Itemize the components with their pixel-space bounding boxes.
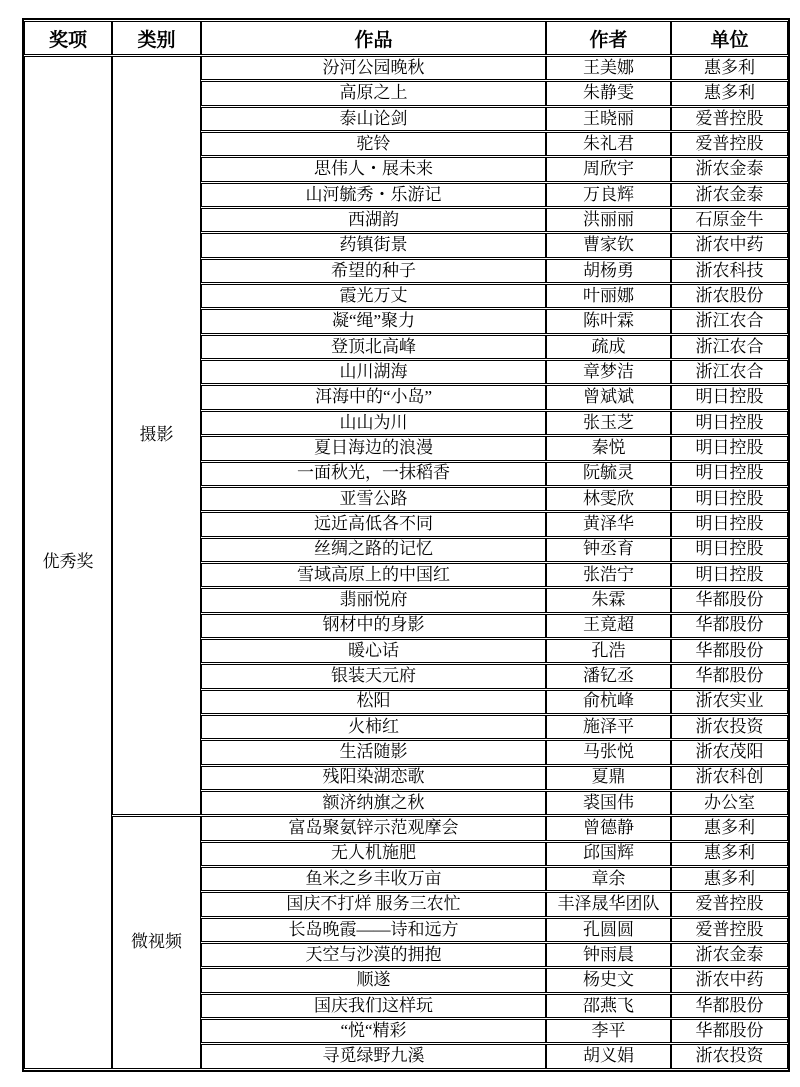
author-cell: 章余 (546, 867, 671, 891)
unit-cell: 浙农科技 (671, 259, 788, 283)
author-cell: 叶丽娜 (546, 284, 671, 308)
author-cell: 黄泽华 (546, 512, 671, 536)
author-cell: 秦悦 (546, 436, 671, 460)
header-row (24, 21, 788, 55)
work-cell: 无人机施肥 (201, 842, 546, 866)
table-row (24, 56, 788, 80)
unit-cell: 浙农中药 (671, 968, 788, 992)
table-row (24, 816, 788, 840)
awards-table-header (24, 21, 788, 55)
column-header-unit: 单位 (671, 21, 788, 55)
column-header-category: 类别 (112, 21, 201, 55)
author-cell: 曹家钦 (546, 233, 671, 257)
awards-table (22, 18, 790, 1072)
author-cell: 孔浩 (546, 639, 671, 663)
unit-cell: 浙农茂阳 (671, 740, 788, 764)
author-cell: 胡杨勇 (546, 259, 671, 283)
unit-cell: 浙江农合 (671, 360, 788, 384)
awards-table-body (24, 56, 788, 1069)
author-cell: 曾斌斌 (546, 385, 671, 409)
unit-cell: 华都股份 (671, 588, 788, 612)
unit-cell: 惠多利 (671, 56, 788, 80)
unit-cell: 惠多利 (671, 81, 788, 105)
work-cell: 额济纳旗之秋 (201, 791, 546, 815)
unit-cell: 明日控股 (671, 462, 788, 486)
award-cell: 优秀奖 (24, 56, 112, 1069)
author-cell: 李平 (546, 1019, 671, 1043)
unit-cell: 明日控股 (671, 512, 788, 536)
author-cell: 林雯欣 (546, 487, 671, 511)
author-cell: 马张悦 (546, 740, 671, 764)
author-cell: 裘国伟 (546, 791, 671, 815)
unit-cell: 爱普控股 (671, 918, 788, 942)
unit-cell: 华都股份 (671, 1019, 788, 1043)
work-cell: 顺遂 (201, 968, 546, 992)
unit-cell: 办公室 (671, 791, 788, 815)
unit-cell: 惠多利 (671, 867, 788, 891)
work-cell: 雪域高原上的中国红 (201, 563, 546, 587)
column-header-award: 奖项 (24, 21, 112, 55)
author-cell: 洪丽丽 (546, 208, 671, 232)
unit-cell: 爱普控股 (671, 892, 788, 916)
work-cell: 药镇街景 (201, 233, 546, 257)
unit-cell: 浙农金泰 (671, 183, 788, 207)
author-cell: 朱静雯 (546, 81, 671, 105)
author-cell: 邵燕飞 (546, 994, 671, 1018)
work-cell: 亚雪公路 (201, 487, 546, 511)
author-cell: 张玉芝 (546, 411, 671, 435)
work-cell: 丝绸之路的记忆 (201, 538, 546, 562)
author-cell: 阮毓灵 (546, 462, 671, 486)
work-cell: 暖心话 (201, 639, 546, 663)
unit-cell: 明日控股 (671, 538, 788, 562)
unit-cell: 浙江农合 (671, 309, 788, 333)
work-cell: 国庆不打烊 服务三农忙 (201, 892, 546, 916)
work-cell: 残阳染湖恋歌 (201, 766, 546, 790)
work-cell: 远近高低各不同 (201, 512, 546, 536)
author-cell: 丰泽晟华团队 (546, 892, 671, 916)
unit-cell: 爱普控股 (671, 107, 788, 131)
author-cell: 钟雨晨 (546, 943, 671, 967)
work-cell: 登顶北高峰 (201, 335, 546, 359)
work-cell: 西湖韵 (201, 208, 546, 232)
unit-cell: 明日控股 (671, 385, 788, 409)
unit-cell: 浙江农合 (671, 335, 788, 359)
work-cell: 国庆我们这样玩 (201, 994, 546, 1018)
work-cell: 火柿红 (201, 715, 546, 739)
work-cell: 翡丽悦府 (201, 588, 546, 612)
work-cell: 鱼米之乡丰收万亩 (201, 867, 546, 891)
work-cell: 山川湖海 (201, 360, 546, 384)
author-cell: 陈叶霖 (546, 309, 671, 333)
work-cell: 洱海中的“小岛” (201, 385, 546, 409)
category-cell-photography: 摄影 (112, 56, 201, 815)
author-cell: 孔圆圆 (546, 918, 671, 942)
unit-cell: 浙农金泰 (671, 943, 788, 967)
author-cell: 钟丞育 (546, 538, 671, 562)
author-cell: 朱霖 (546, 588, 671, 612)
unit-cell: 浙农实业 (671, 690, 788, 714)
work-cell: 希望的种子 (201, 259, 546, 283)
work-cell: “悦“精彩 (201, 1019, 546, 1043)
work-cell: 驼铃 (201, 132, 546, 156)
unit-cell: 浙农股份 (671, 284, 788, 308)
work-cell: 银装天元府 (201, 664, 546, 688)
author-cell: 张浩宁 (546, 563, 671, 587)
author-cell: 王晓丽 (546, 107, 671, 131)
work-cell: 夏日海边的浪漫 (201, 436, 546, 460)
work-cell: 泰山论剑 (201, 107, 546, 131)
unit-cell: 华都股份 (671, 639, 788, 663)
work-cell: 松阳 (201, 690, 546, 714)
unit-cell: 浙农投资 (671, 1044, 788, 1069)
unit-cell: 惠多利 (671, 842, 788, 866)
author-cell: 夏鼎 (546, 766, 671, 790)
unit-cell: 华都股份 (671, 994, 788, 1018)
work-cell: 汾河公园晚秋 (201, 56, 546, 80)
author-cell: 杨史文 (546, 968, 671, 992)
unit-cell: 明日控股 (671, 563, 788, 587)
unit-cell: 华都股份 (671, 664, 788, 688)
work-cell: 高原之上 (201, 81, 546, 105)
work-cell: 思伟人・展未来 (201, 157, 546, 181)
author-cell: 朱礼君 (546, 132, 671, 156)
work-cell: 凝“绳”聚力 (201, 309, 546, 333)
unit-cell: 爱普控股 (671, 132, 788, 156)
column-header-work: 作品 (201, 21, 546, 55)
unit-cell: 浙农中药 (671, 233, 788, 257)
unit-cell: 明日控股 (671, 487, 788, 511)
unit-cell: 浙农科创 (671, 766, 788, 790)
work-cell: 山河毓秀・乐游记 (201, 183, 546, 207)
unit-cell: 浙农金泰 (671, 157, 788, 181)
author-cell: 俞杭峰 (546, 690, 671, 714)
unit-cell: 石原金牛 (671, 208, 788, 232)
author-cell: 王竟超 (546, 614, 671, 638)
work-cell: 一面秋光，一抹稻香 (201, 462, 546, 486)
work-cell: 霞光万丈 (201, 284, 546, 308)
work-cell: 寻觅绿野九溪 (201, 1044, 546, 1069)
work-cell: 钢材中的身影 (201, 614, 546, 638)
author-cell: 胡义娟 (546, 1044, 671, 1069)
work-cell: 长岛晚霞——诗和远方 (201, 918, 546, 942)
author-cell: 潘钇丞 (546, 664, 671, 688)
author-cell: 万良辉 (546, 183, 671, 207)
author-cell: 周欣宇 (546, 157, 671, 181)
unit-cell: 惠多利 (671, 816, 788, 840)
work-cell: 山山为川 (201, 411, 546, 435)
unit-cell: 明日控股 (671, 436, 788, 460)
author-cell: 邱国辉 (546, 842, 671, 866)
author-cell: 曾德静 (546, 816, 671, 840)
work-cell: 天空与沙漠的拥抱 (201, 943, 546, 967)
author-cell: 王美娜 (546, 56, 671, 80)
author-cell: 疏成 (546, 335, 671, 359)
category-cell-micro-video: 微视频 (112, 816, 201, 1069)
column-header-author: 作者 (546, 21, 671, 55)
unit-cell: 浙农投资 (671, 715, 788, 739)
author-cell: 章梦洁 (546, 360, 671, 384)
author-cell: 施泽平 (546, 715, 671, 739)
work-cell: 富岛聚氨锌示范观摩会 (201, 816, 546, 840)
unit-cell: 华都股份 (671, 614, 788, 638)
unit-cell: 明日控股 (671, 411, 788, 435)
work-cell: 生活随影 (201, 740, 546, 764)
